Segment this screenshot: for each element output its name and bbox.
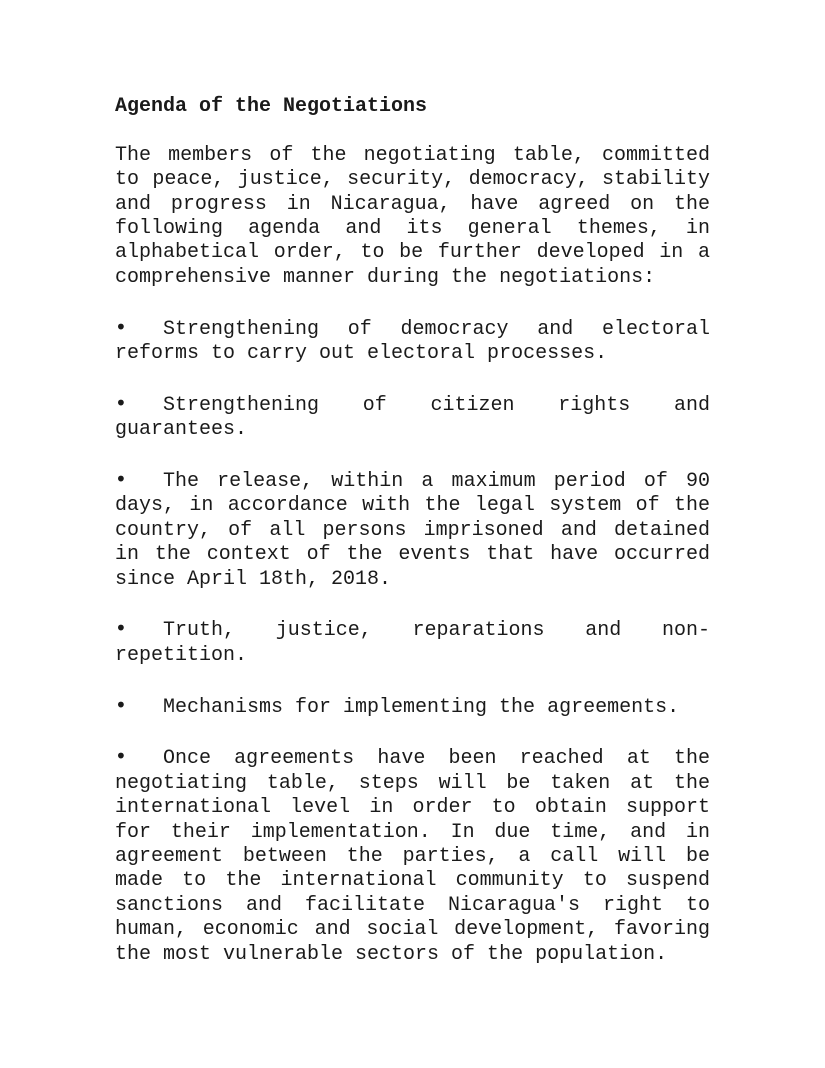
agenda-item-text: Mechanisms for implementing the agreements.: [163, 695, 680, 719]
document-title: Agenda of the Negotiations: [115, 95, 428, 118]
bullet-icon: •: [115, 692, 127, 717]
agenda-item-4: [115, 616, 710, 668]
intro-paragraph: The members of the negotiating table, committed to peace, justice, security, democracy, stability and progress in Nicaragua, have agreed on the following agenda and its general themes, in alphabetical order, to be further developed in a comprehensive manner during the negotiations:: [115, 143, 710, 289]
bullet-icon: •: [115, 616, 127, 641]
bullet-icon: •: [115, 744, 127, 769]
agenda-item-text: Truth, justice, reparations and non-repetition.: [115, 619, 710, 667]
document-page: [115, 95, 710, 992]
agenda-item-text: Strengthening of democracy and electoral reforms to carry out electoral processes.: [115, 317, 710, 366]
bullet-icon: •: [115, 390, 127, 415]
agenda-item-5: [115, 693, 710, 720]
agenda-item-2: [115, 391, 710, 443]
agenda-item-3: [115, 467, 710, 592]
agenda-item-text: Once agreements have been reached at the negotiating table, steps will be taken at the international level in order to obtain support for their implementation. In due time, and in agreement between the parties, a call will be made to the international community to suspend sanctions and facilitate Nicaragua's right to human, economic and social development, favoring the most vulnerable sectors of the population.: [115, 747, 710, 966]
agenda-item-6: [115, 744, 710, 967]
agenda-item-text: The release, within a maximum period of 90 days, in accordance with the legal system of the country, of all persons imprisoned and detained in the context of the events that have occurred since April 18th, 2018.: [115, 470, 710, 591]
bullet-icon: •: [115, 467, 127, 492]
agenda-item-text: Strengthening of citizen rights and guarantees.: [115, 393, 710, 442]
bullet-icon: •: [115, 314, 127, 339]
agenda-item-1: [115, 315, 710, 367]
